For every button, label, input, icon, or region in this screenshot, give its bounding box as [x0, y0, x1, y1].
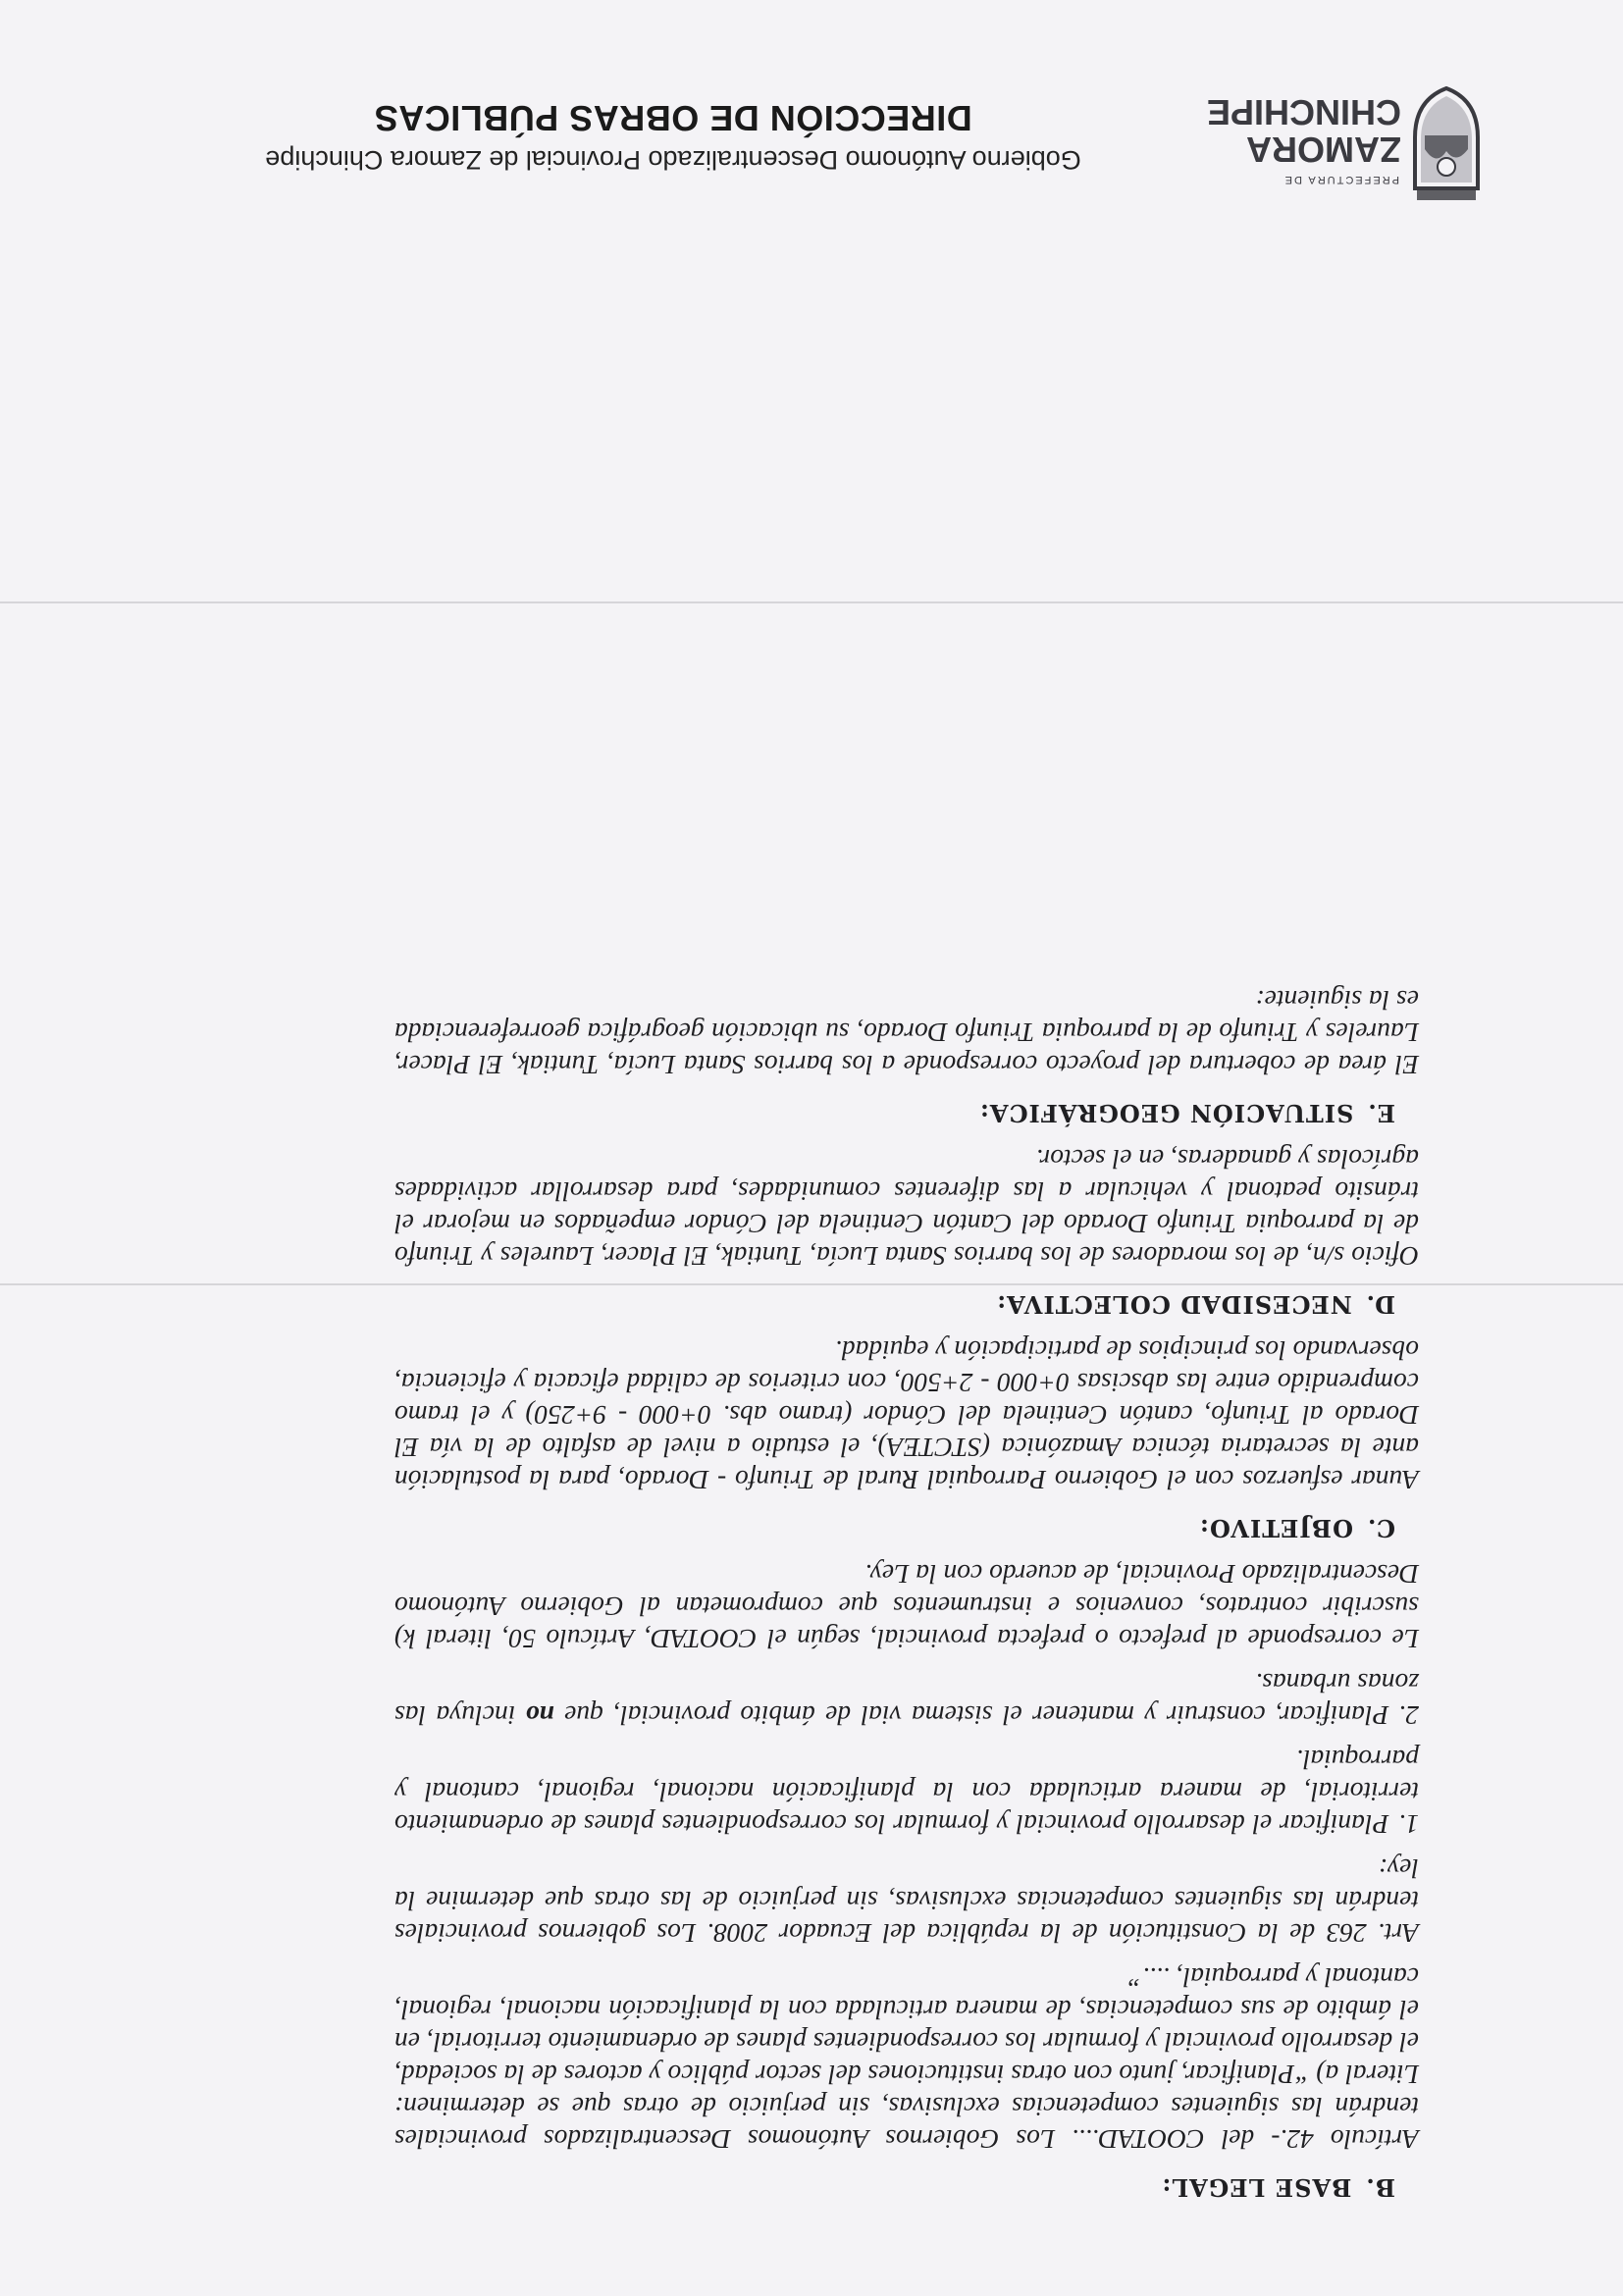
section-letter: E.	[1367, 1099, 1395, 1127]
list-text: Planificar, construir y mantener el sistema vial de ámbito provincial, que	[553, 1700, 1389, 1731]
logo-name-line1: ZAMORA	[1246, 130, 1401, 170]
section-heading-situacion	[394, 1097, 1395, 1129]
logo-prefectura-label: PREFECTURA DE	[1283, 174, 1399, 185]
header-text	[143, 97, 1203, 175]
section-heading-necesidad	[394, 1288, 1395, 1321]
section-title: BASE LEGAL:	[1161, 2173, 1352, 2202]
list-item	[394, 1744, 1419, 1841]
section-heading-objetivo	[394, 1512, 1395, 1544]
section-heading-base-legal	[394, 2171, 1395, 2204]
document-body	[394, 263, 1419, 2218]
letterhead	[104, 59, 1497, 206]
section-letter: D.	[1365, 1290, 1395, 1319]
paragraph-necesidad: Oficio s/n, de los moradores de los barrios Santa Lucía, Tuntiak, El Placer, Laureles y Triunfo de la parroquia Triunfo Dorado del Cantón Centinela del Cóndor empeñados en mejorar el tránsito peatonal y vehicular a las diferentes comunidades, para desarrollar actividades agrícolas y ganaderas, en el sector.	[394, 1144, 1419, 1272]
institution-name: Gobierno Autónomo Descentralizado Provincial de Zamora Chinchipe	[265, 145, 1081, 175]
department-name: DIRECCIÓN DE OBRAS PÚBLICAS	[374, 98, 972, 138]
section-title: SITUACIÓN GEOGRÁFICA:	[978, 1099, 1354, 1127]
prefectura-logo	[1206, 82, 1497, 206]
paragraph-cootad-art42: Artículo 42.- del COOTAD.... Los Gobiernos Autónomos Descentralizados provinciales tendrán las siguientes competencias exclusivas, sin perjuicio de otras que se determinen: Literal a) “Planificar, junto con otras instituciones del sector público y actores de la sociedad, el desarrollo provincial y formular los correspondientes planes de ordenamiento territorial, en el ámbito de sus competencias, de manera articulada con la planificación nacional, regional, cantonal y parroquial, ....”	[394, 1962, 1419, 2155]
list-text: incluya las zonas urbanas.	[394, 1668, 1419, 1731]
list-item	[394, 1667, 1419, 1732]
list-number: 1.	[1398, 1809, 1419, 1840]
section-letter: B.	[1365, 2173, 1395, 2202]
shield-emblem-icon	[1415, 88, 1478, 200]
section-title: NECESIDAD COLECTIVA:	[996, 1290, 1352, 1319]
paragraph-cootad-art50: Le corresponde al prefecto o prefecta provincial, según el COOTAD, Artículo 50, literal k) suscribir contratos, convenios e instrumentos que comprometan al Gobierno Autónomo Descentralizado Provincial, de acuerdo con la Ley.	[394, 1559, 1419, 1654]
list-text: Planificar el desarrollo provincial y formular los correspondientes planes de ordenamiento territorial, de manera articulada con la planificación nacional, regional, cantonal y parroquial.	[394, 1745, 1419, 1840]
list-number: 2.	[1398, 1700, 1419, 1731]
paragraph-objetivo: Aunar esfuerzos con el Gobierno Parroquial Rural de Triunfo - Dorado, para la postulación ante la secretaria técnica Amazónica (STCTEA), el estudio a nivel de asfalto de la vía El Dorado al Triunfo, cantón Centinela del Cóndor (tramo abs. 0+000 - 9+250) y el tramo comprendido entre las abscisas 0+000 - 2+500, con criterios de calidad eficacia y eficiencia, observando los principios de participación y equidad.	[394, 1335, 1419, 1495]
logo-name-line2: CHINCHIPE	[1206, 92, 1401, 132]
section-title: OBJETIVO:	[1199, 1514, 1353, 1542]
paragraph-situacion: El área de cobertura del proyecto corresponde a los barrios Santa Lucía, Tuntiak, El Placer, Laureles y Triunfo de la parroquia Triunfo Dorado, su ubicación geográfica georreferenciada es la siguiente:	[394, 985, 1419, 1080]
list-text-emphasis: no	[525, 1700, 554, 1731]
section-letter: C.	[1366, 1514, 1395, 1542]
paragraph-constitucion-art263: Art. 263 de la Constitución de la república del Ecuador 2008. Los gobiernos provinciales tendrán las siguientes competencias exclusivas, sin perjuicio de las otras que determine la ley:	[394, 1853, 1419, 1949]
